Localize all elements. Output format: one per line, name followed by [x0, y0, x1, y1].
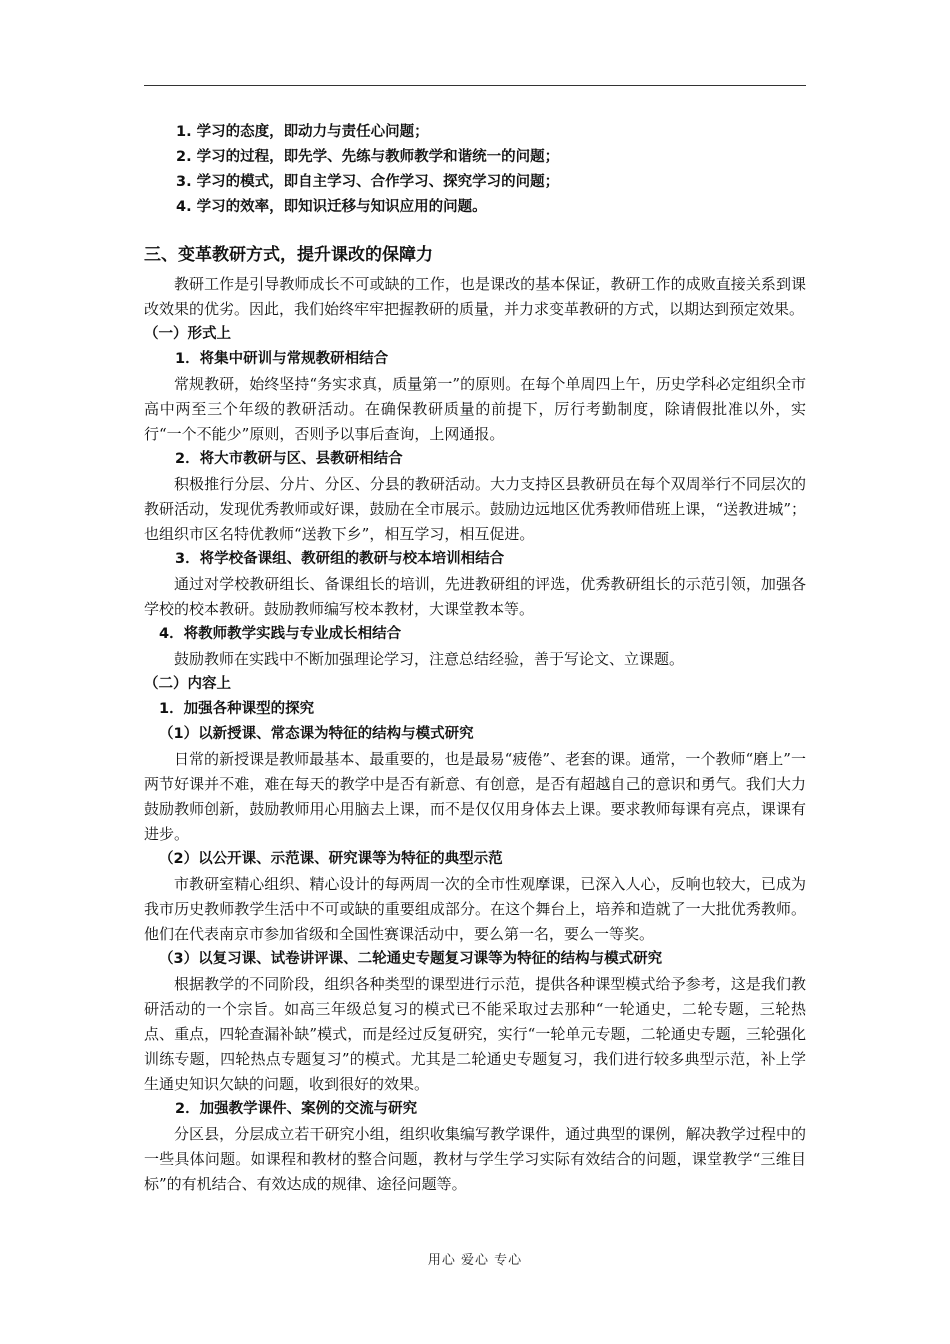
list-item: 2. 学习的过程，即先学、先练与教师教学和谐统一的问题； [176, 149, 560, 165]
list-item: 1. 学习的态度，即动力与责任心问题； [176, 124, 429, 140]
page-footer: 用心 爱心 专心 [427, 1253, 523, 1268]
paragraph: 通过对学校教研组长、备课组长的培训，先进教研组的评选，优秀教研组长的示范引领，加强各学校的校本教研。鼓励教师编写校本教材，大课堂教本等。 [144, 575, 806, 618]
list-item: 3. 学习的模式，即自主学习、合作学习、探究学习的问题； [176, 174, 560, 190]
subsubheading: （2）以公开课、示范课、研究课等为特征的典型示范 [159, 851, 503, 867]
paragraph: 鼓励教师在实践中不断加强理论学习，注意总结经验，善于写论文、立课题。 [174, 650, 685, 668]
learning-list [144, 120, 806, 220]
part-heading-content: （二）内容上 [144, 676, 231, 692]
list-item: 4. 学习的效率，即知识迁移与知识应用的问题。 [176, 199, 487, 215]
document-body [144, 120, 806, 1197]
subheading: 2．加强教学课件、案例的交流与研究 [175, 1101, 418, 1117]
paragraph: 分区县，分层成立若干研究小组，组织收集编写教学课件，通过典型的课例，解决教学过程中的一些具体问题。如课程和教材的整合问题，教材与学生学习实际有效结合的问题，课堂教学“三维目标”的有机结合、有效达成的规律、途径问题等。 [144, 1125, 806, 1193]
subheading: 3．将学校备课组、教研组的教研与校本培训相结合 [175, 551, 505, 567]
subheading: 2．将大市教研与区、县教研相结合 [175, 451, 403, 467]
intro-paragraph: 教研工作是引导教师成长不可或缺的工作，也是课改的基本保证，教研工作的成败直接关系到课改效果的优劣。因此，我们始终牢牢把握教研的质量，并力求变革教研的方式，以期达到预定效果。 [144, 275, 806, 318]
subsubheading: （3）以复习课、试卷讲评课、二轮通史专题复习课等为特征的结构与模式研究 [159, 951, 663, 967]
header-rule [144, 85, 806, 86]
subheading: 1．将集中研训与常规教研相结合 [175, 351, 389, 367]
paragraph: 根据教学的不同阶段，组织各种类型的课型进行示范，提供各种课型模式给予参考，这是我们教研活动的一个宗旨。如高三年级总复习的模式已不能采取过去那种“一轮通史，二轮专题，三轮热点、重点，四轮查漏补缺”模式，而是经过反复研究，实行“一轮单元专题，二轮通史专题，三轮强化训练专题，四轮热点专题复习”的模式。尤其是二轮通史专题复习，我们进行较多典型示范，补上学生通史知识欠缺的问题，收到很好的效果。 [144, 975, 806, 1093]
subheading: 1．加强各种课型的探究 [159, 701, 315, 717]
subsubheading: （1）以新授课、常态课为特征的结构与模式研究 [159, 726, 474, 742]
paragraph: 积极推行分层、分片、分区、分县的教研活动。大力支持区县教研员在每个双周举行不同层次的教研活动，发现优秀教师或好课，鼓励在全市展示。鼓励边远地区优秀教师借班上课，“送教进城”；也组织市区名特优教师“送教下乡”，相互学习，相互促进。 [144, 475, 806, 543]
part-heading-form: （一）形式上 [144, 326, 231, 342]
subheading: 4．将教师教学实践与专业成长相结合 [159, 626, 402, 642]
section-title: 三、变革教研方式，提升课改的保障力 [144, 245, 433, 265]
paragraph: 日常的新授课是教师最基本、最重要的，也是最易“疲倦”、老套的课。通常，一个教师“磨上”一两节好课并不难，难在每天的教学中是否有新意、有创意，是否有超越自己的意识和勇气。我们大力鼓励教师创新，鼓励教师用心用脑去上课，而不是仅仅用身体去上课。要求教师每课有亮点，课课有进步。 [144, 750, 806, 843]
paragraph: 常规教研，始终坚持“务实求真，质量第一”的原则。在每个单周四上午，历史学科必定组织全市高中两至三个年级的教研活动。在确保教研质量的前提下，厉行考勤制度，除请假批准以外，实行“一个不能少”原则，否则予以事后查询，上网通报。 [144, 375, 806, 443]
paragraph: 市教研室精心组织、精心设计的每两周一次的全市性观摩课，已深入人心，反响也较大，已成为我市历史教师教学生活中不可或缺的重要组成部分。在这个舞台上，培养和造就了一大批优秀教师。他们在代表南京市参加省级和全国性赛课活动中，要么第一名，要么一等奖。 [144, 875, 806, 943]
